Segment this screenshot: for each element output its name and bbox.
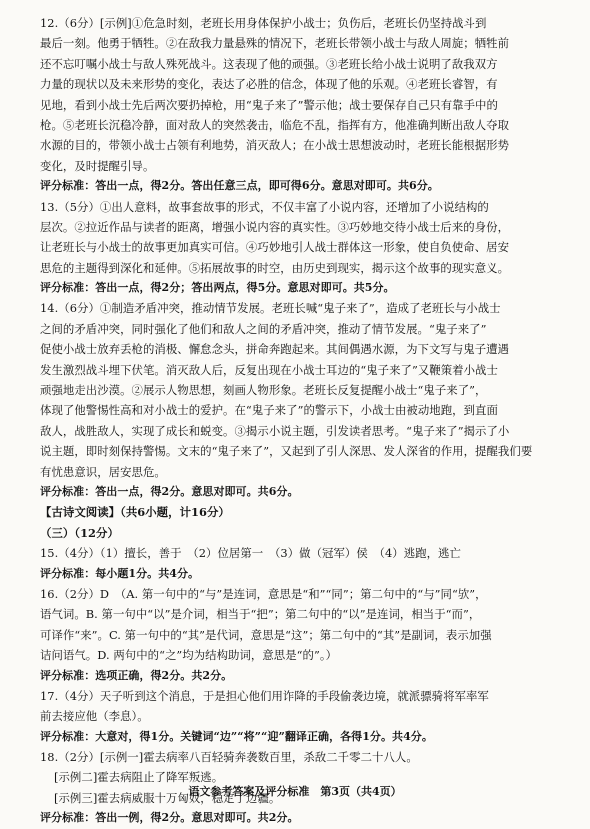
section-heading: （三）（12分） bbox=[40, 525, 119, 540]
example-line: [示例二]霍去病阻止了降军叛逃。 bbox=[54, 770, 224, 785]
example-line: [示例三]霍去病威服十万匈奴，稳定了边疆。 bbox=[54, 790, 281, 805]
text-line: 见地，看到小战士先后两次要扔掉枪，用“鬼子来了”警示他；战士要保存自己只有靠手中的 bbox=[40, 97, 498, 112]
text-line: 诘问语气。D. 两句中的“之”均为结构助词，意思是“的”。） bbox=[40, 648, 338, 663]
text-line: 前去接应他（李息）。 bbox=[40, 709, 149, 724]
question-answer-line: 16.（2分）D （A. 第一句中的“与”是连词，意思是“和”“同”；第二句中的“与”同“欤”， bbox=[40, 586, 487, 601]
scoring-criteria-line: 评分标准：答出一点，得2分。意思对即可。共6分。 bbox=[40, 484, 299, 498]
text-line: 有忧患意识，居安思危。 bbox=[40, 464, 166, 479]
text-line: 敌人，战胜敌人，实现了成长和蜕变。③揭示小说主题，引发读者思考。“鬼子来了”揭示了小 bbox=[40, 423, 510, 438]
text-line: 层次。②拉近作品与读者的距离，增强小说内容的真实性。③巧妙地交待小战士后来的身份， bbox=[40, 219, 510, 234]
page-body bbox=[40, 13, 564, 829]
scoring-criteria-line: 评分标准：答出一点，得2分；答出两点，得5分。意思对即可。共5分。 bbox=[40, 281, 395, 295]
text-line: 最后一刻。他勇于牺牲。②在敌我力量悬殊的情况下，老班长带领小战士与敌人周旋；牺牲前 bbox=[40, 36, 510, 51]
question-answer-line: 13.（5分）①出人意料，故事套故事的形式，不仅丰富了小说内容，还增加了小说结构的 bbox=[40, 199, 489, 214]
text-line: 之间的矛盾冲突，同时强化了他们和敌人之间的矛盾冲突，推动了情节发展。“鬼子来了” bbox=[40, 321, 487, 336]
question-answer-line: 15.（4分）（1）擅长，善于 （2）位居第一 （3）做（冠军）侯 （4）逃跑，逃亡 bbox=[40, 546, 461, 561]
page-footer: 语文参考答案及评分标准 第3页（共4页） bbox=[188, 785, 402, 798]
text-line: 语气词。B. 第一句中“以”是介词，相当于“把”；第二句中的“以”是连词，相当于“而”， bbox=[40, 607, 481, 622]
scoring-criteria-line: 评分标准：选项正确，得2分。共2分。 bbox=[40, 668, 233, 682]
text-line: 说主题，即时刻保持警惕。文末的“鬼子来了”，又起到了引人深思、发人深省的作用，提醒我们要 bbox=[40, 444, 533, 459]
scoring-criteria-line: 评分标准：每小题1分。共4分。 bbox=[40, 566, 200, 580]
scoring-criteria-line: 评分标准：大意对，得1分。关键词“边”“将”“迎”翻译正确，各得1分。共4分。 bbox=[40, 729, 433, 743]
section-heading: 【古诗文阅读】（共6小题，计16分） bbox=[40, 505, 230, 520]
scoring-criteria-line: 评分标准：答出一例，得2分。意思对即可。共2分。 bbox=[40, 811, 299, 825]
text-line: 水源的目的，带领小战士占领有利地势，消灭敌人；在小战士思想波动时，老班长能根据形势 bbox=[40, 138, 510, 153]
scoring-criteria-line: 评分标准：答出一点，得2分。答出任意三点，即可得6分。意思对即可。共6分。 bbox=[40, 179, 439, 193]
question-answer-line: 14.（6分）①制造矛盾冲突，推动情节发展。老班长喊“鬼子来了”，造成了老班长与小战士 bbox=[40, 301, 501, 316]
text-line: 体现了他警惕性高和对小战士的爱护。在“鬼子来了”的警示下，小战士由被动地跑，到直面 bbox=[40, 403, 498, 418]
text-line: 顽强地走出沙漠。②展示人物思想，刻画人物形象。老班长反复提醒小战士“鬼子来了”， bbox=[40, 383, 487, 398]
text-line: 促使小战士放弃丢枪的消极、懈怠念头，拼命奔跑起来。其间偶遇水源，为下文写与鬼子遭遇 bbox=[40, 342, 510, 357]
text-line: 让老班长与小战士的故事更加真实可信。④巧妙地引人战士群体这一形象，使自负使命、居安 bbox=[40, 240, 510, 255]
question-answer-line: 12.（6分）[示例]①危急时刻，老班长用身体保护小战士；负伤后，老班长仍坚持战斗到 bbox=[40, 16, 487, 30]
question-answer-line: 17.（4分）天子听到这个消息，于是担心他们用诈降的手段偷袭边境，就派骠骑将军率军 bbox=[40, 688, 489, 703]
text-line: 发生激烈战斗埋下伏笔。消灭敌人后，反复出现在小战士耳边的“鬼子来了”又鞭策着小战士 bbox=[40, 362, 498, 377]
question-answer-line: 18.（2分）[示例一]霍去病率八百轻骑奔袭数百里，杀敌二千零二十八人。 bbox=[40, 750, 418, 765]
text-line: 变化，及时提醒引导。 bbox=[40, 158, 155, 173]
text-line: 力量的现状以及未来形势的变化，表达了必胜的信念，体现了他的乐观。④老班长睿智，有 bbox=[40, 77, 498, 92]
text-line: 枪。⑤老班长沉稳冷静，面对敌人的突然袭击，临危不乱，指挥有方，他准确判断出敌人夺取 bbox=[40, 117, 510, 132]
text-line: 可译作“来”。C. 第一句中的“其”是代词，意思是“这”；第二句中的“其”是副词，表示加强 bbox=[40, 627, 492, 642]
text-line: 还不忘叮嘱小战士与敌人殊死战斗。这表现了他的顽强。③老班长给小战士说明了敌我双方 bbox=[40, 56, 498, 71]
text-line: 思危的主题得到深化和延伸。⑤拓展故事的时空，由历史到现实，揭示这个故事的现实意义。 bbox=[40, 260, 510, 275]
